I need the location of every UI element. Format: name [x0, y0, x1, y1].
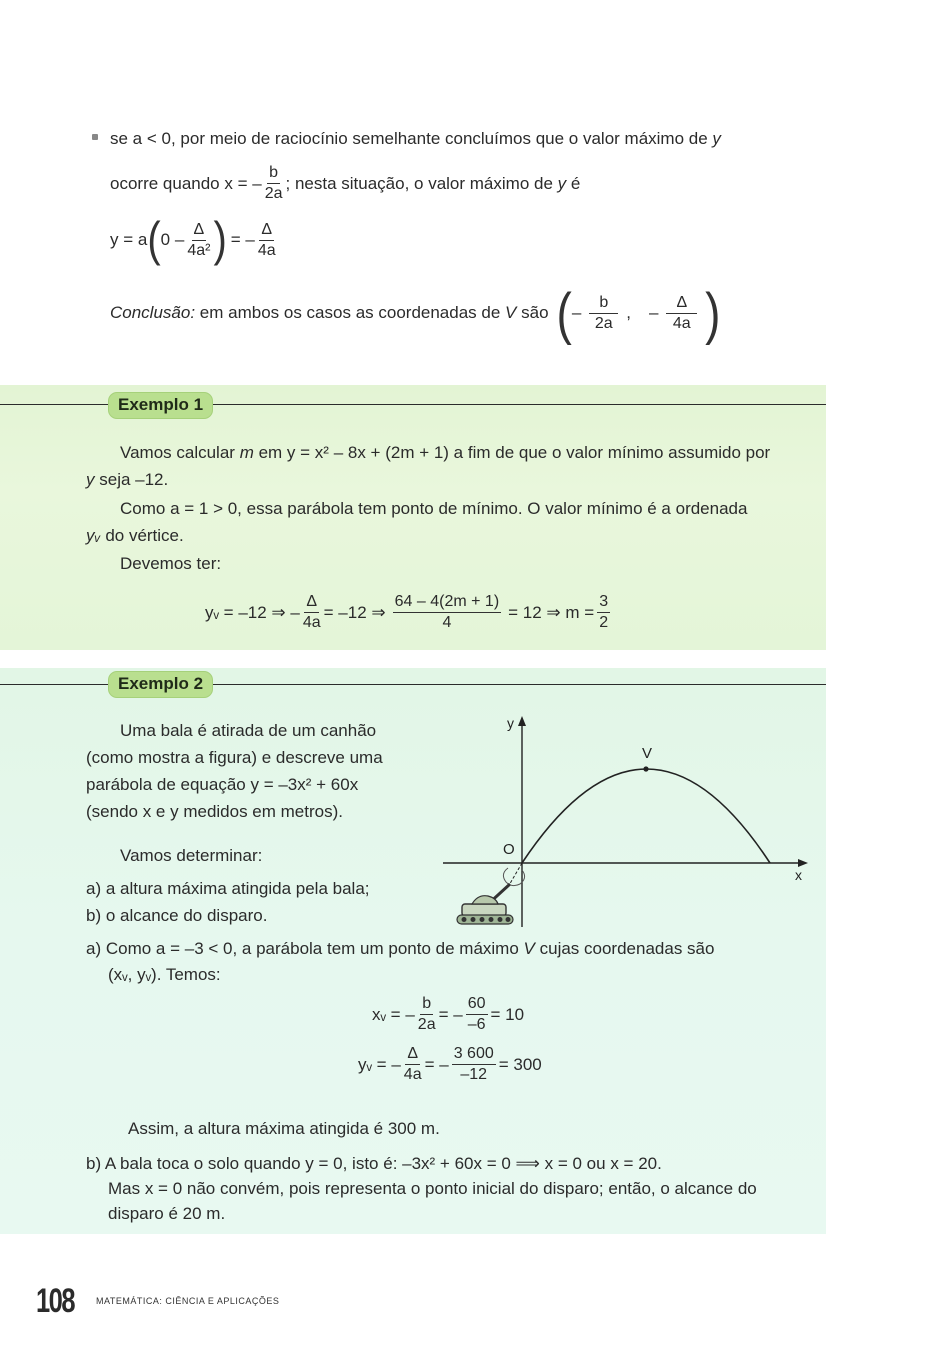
vertex-point — [643, 766, 648, 771]
minus-sign: – — [571, 303, 582, 322]
fraction-3-2 — [597, 594, 610, 631]
frac-den: 4a — [403, 1066, 422, 1083]
fraction-delta-4a — [404, 1046, 422, 1083]
frac-den: –12 — [460, 1066, 488, 1083]
conclusion-var: V — [505, 303, 517, 322]
fraction-b-2a — [418, 996, 436, 1033]
example2-item-a: a) a altura máxima atingida pela bala; — [86, 879, 370, 898]
frac-num: Δ — [259, 222, 274, 241]
cannon-icon — [457, 884, 513, 924]
frac-num: 3 — [597, 594, 610, 613]
frac-num: b — [420, 996, 433, 1015]
frac-den: 4a — [257, 241, 276, 259]
example1-p2 — [120, 496, 747, 522]
example2-para-4: (sendo x e y medidos em metros). — [86, 802, 343, 821]
minus-sign: – — [648, 303, 659, 322]
frac-den: 2a — [417, 1016, 436, 1033]
ex2-a-text1b: cujas coordenadas são — [539, 939, 715, 958]
fraction-delta-4a2 — [187, 222, 210, 259]
frac-den: 2a — [594, 314, 613, 332]
example2-a-line1 — [86, 936, 714, 962]
frac-num: Δ — [304, 594, 319, 613]
yv-mid: = – — [424, 1054, 449, 1074]
frac-num: Δ — [192, 222, 207, 241]
xv-result: = 10 — [490, 1004, 525, 1024]
conclusion-end: são — [521, 303, 549, 322]
intro-line2-pre: ocorre quando x = – — [110, 173, 262, 193]
frac-num: Δ — [405, 1046, 420, 1065]
left-paren: ( — [147, 213, 161, 267]
intro-var-y: y — [712, 129, 721, 148]
frac-den: –6 — [467, 1016, 486, 1033]
ex1-var-y: y — [86, 470, 95, 489]
frac-num: 3 600 — [452, 1046, 496, 1065]
yv-result: = 300 — [498, 1054, 542, 1074]
example2-para-3: parábola de equação y = –3x² + 60x — [86, 775, 359, 794]
ex1-p3: Devemos ter: — [120, 554, 222, 573]
fraction-delta-4a — [666, 295, 697, 332]
example2-b-line3: disparo é 20 m. — [108, 1204, 226, 1223]
conclusion-label: Conclusão: — [110, 303, 196, 322]
launch-line — [508, 863, 522, 887]
x-axis-label: x — [795, 867, 802, 883]
ex1-eq-mid: = –12 ⇒ — [323, 602, 386, 622]
eq-zero-minus: 0 – — [160, 230, 185, 249]
fraction-b-2a — [589, 295, 618, 332]
example2-tag: Exemplo 2 — [108, 671, 213, 698]
example1-equation — [205, 594, 613, 631]
ex1-var-yv: yᵥ — [86, 526, 101, 545]
example1-p1-cont — [86, 467, 168, 493]
intro-text: se a < 0, por meio de raciocínio semelhante concluímos que o valor máximo de — [110, 129, 708, 148]
example2-item-b: b) o alcance do disparo. — [86, 906, 268, 925]
parabola-graph — [440, 712, 820, 932]
ex2-a-text1: a) Como a = –3 < 0, a parábola tem um ponto de máximo — [86, 939, 519, 958]
book-title: MATEMÁTICA: CIÊNCIA E APLICAÇÕES — [96, 1296, 280, 1306]
intro-line2-var: y — [557, 173, 567, 193]
right-paren: ) — [213, 213, 227, 267]
comma: , — [626, 303, 631, 322]
conclusion-text: em ambos os casos as coordenadas de — [199, 303, 501, 322]
xv-equation — [372, 996, 524, 1033]
example1-p2-cont — [86, 523, 184, 549]
intro-line-2 — [110, 165, 580, 202]
right-paren: ) — [705, 280, 721, 346]
frac-num: Δ — [666, 295, 697, 314]
vertex-label: V — [642, 745, 653, 762]
eq-y-a: y = a — [110, 230, 148, 249]
example2-a-line2: (xᵥ, yᵥ). Temos: — [108, 965, 221, 984]
frac-num: 64 – 4(2m + 1) — [393, 594, 502, 613]
parabola-curve — [522, 769, 770, 863]
fraction-60-m6 — [466, 996, 488, 1033]
intro-line-1 — [110, 126, 721, 152]
frac-den: 4a² — [187, 241, 211, 259]
frac-num: b — [267, 165, 280, 184]
intro-equation — [110, 213, 279, 267]
xv-lhs: xᵥ = – — [372, 1004, 415, 1024]
intro-line2-post: ; nesta situação, o valor máximo de — [285, 173, 553, 193]
ex1-p2a: Como a = 1 > 0, essa parábola tem ponto de mínimo. O valor mínimo é a ordenada — [120, 499, 748, 518]
origin-label: O — [503, 841, 515, 858]
example2-b-line1: b) A bala toca o solo quando y = 0, isto é: –3x² + 60x = 0 ⟹ x = 0 ou x = 20. — [86, 1154, 662, 1173]
example2-b-line2: Mas x = 0 não convém, pois representa o ponto inicial do disparo; então, o alcance do — [108, 1179, 757, 1198]
ex1-eq-rhs: = 12 ⇒ m = — [508, 602, 595, 622]
ex1-p1c: seja –12. — [99, 470, 169, 489]
ex1-p2b: do vértice. — [105, 526, 184, 545]
eq-eq-minus: = – — [230, 230, 255, 249]
fraction-b-2a — [265, 165, 283, 202]
y-axis-label: y — [507, 715, 514, 731]
conclusion-line — [110, 280, 721, 346]
fraction-delta-4a — [258, 222, 276, 259]
example1-tag: Exemplo 1 — [108, 392, 213, 419]
fraction-delta-4a — [303, 594, 321, 631]
xv-mid: = – — [438, 1004, 463, 1024]
frac-den: 4 — [442, 614, 452, 631]
ex1-eq-lhs: yᵥ = –12 ⇒ – — [205, 602, 300, 622]
frac-num: b — [589, 295, 618, 314]
x-axis-arrow — [798, 859, 808, 867]
y-axis-arrow — [518, 716, 526, 726]
intro-line2-end: é — [570, 173, 581, 193]
example2-para-2: (como mostra a figura) e descreve uma — [86, 748, 383, 767]
left-paren: ( — [556, 280, 572, 346]
frac-den: 4a — [302, 614, 321, 631]
yv-equation — [358, 1046, 542, 1083]
example2-a-conclusion: Assim, a altura máxima atingida é 300 m. — [128, 1119, 440, 1138]
frac-num: 60 — [466, 996, 488, 1015]
fraction-64 — [393, 594, 502, 631]
yv-lhs: yᵥ = – — [358, 1054, 401, 1074]
example2-determine: Vamos determinar: — [120, 846, 263, 865]
frac-den: 2a — [264, 185, 283, 202]
example2-para-1: Uma bala é atirada de um canhão — [120, 721, 377, 740]
frac-den: 4a — [672, 314, 691, 332]
ex1-p1a: Vamos calcular — [120, 443, 235, 462]
bullet-marker — [92, 134, 98, 140]
example1-p3 — [120, 551, 221, 577]
ex1-p1b: em y = x² – 8x + (2m + 1) a fim de que o valor mínimo assumido por — [258, 443, 771, 462]
fraction-3600-m12 — [452, 1046, 496, 1083]
page-number: 108 — [36, 1282, 75, 1320]
ex2-var-v: V — [523, 939, 535, 958]
ex1-var-m: m — [239, 443, 254, 462]
frac-den: 2 — [599, 614, 609, 631]
example1-p1 — [120, 440, 770, 466]
